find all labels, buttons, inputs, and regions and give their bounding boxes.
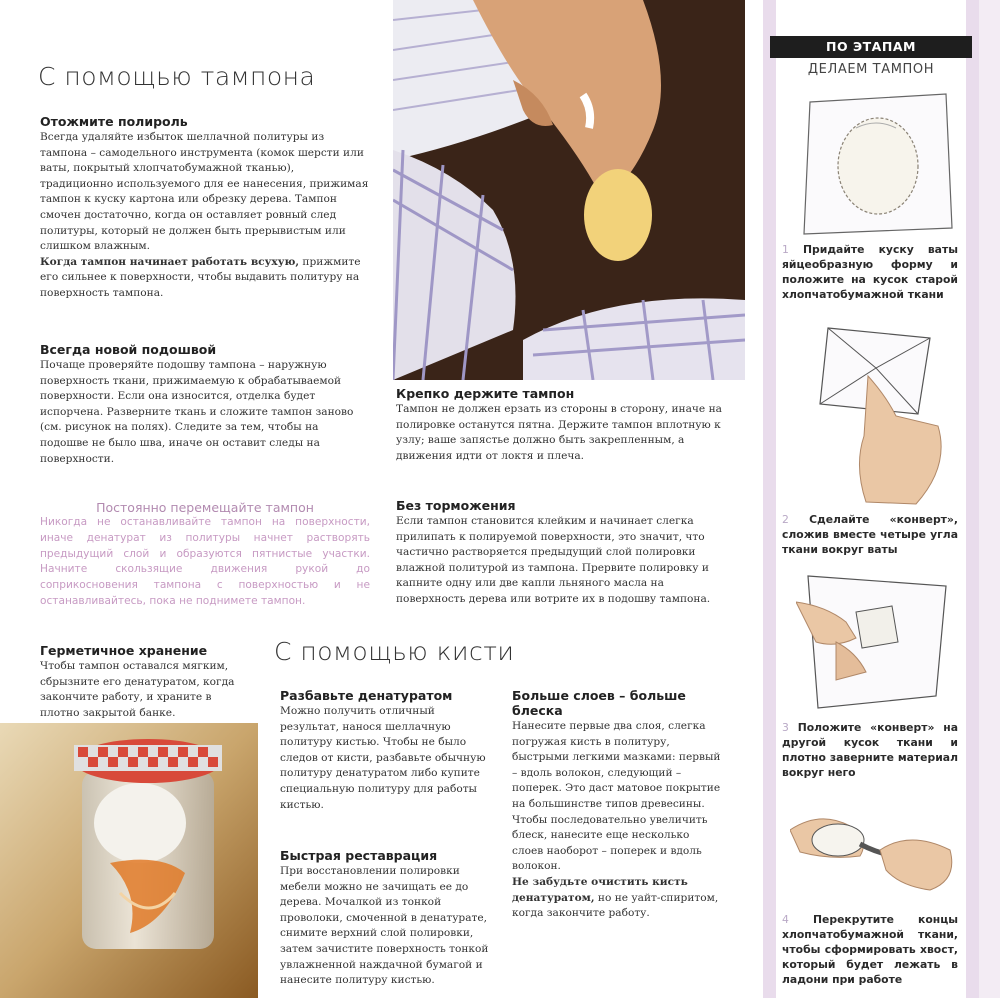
step-3-caption: 3 Положите «конверт» на другой кусок ткани и плотно заверните материал вокруг него [782, 721, 958, 779]
block-quick-restore [280, 848, 496, 989]
step2-illustration [806, 316, 956, 508]
block-text: При восстановлении полировки мебели можно не зачищать ее до дерева. Мочалкой из тонкой проволоки, смоченной в денатурате, снимите верхний слой полировки, затем зачистите поверхность тонкой увлажненной наждачной бумагой и нанесите политуру кистью. [280, 865, 489, 987]
step3-illustration [796, 562, 956, 712]
step4-illustration [790, 790, 960, 910]
block-text: Тампон не должен ерзать из стороны в сторону, иначе на полировке останутся пятна. Держите тампон вплотную к узлу; ваше запястье должно быть закрепленным, а движения идти от локтя и плеча. [396, 403, 722, 462]
tip-title: Постоянно перемещайте тампон [96, 500, 314, 515]
sidebar-subtitle: ДЕЛАЕМ ТАМПОН [807, 62, 935, 77]
block-hold-tampon [396, 386, 726, 464]
block-heading: Крепко держите тампон [396, 386, 575, 401]
hand-tampon-photo [393, 0, 745, 380]
jar-photo [0, 723, 258, 998]
step-badge: ПО ЭТАПАМ [770, 36, 972, 58]
block-no-brakes [396, 498, 726, 608]
step-4-caption: 4 Перекрутите концы хлопчатобумажной ткани, чтобы сформировать хвост, который будет лежать в ладони при работе [782, 913, 958, 986]
block-text: Можно получить отличный результат, нанося шеллачную политуру кистью. Чтобы не было следов от кисти, разбавьте обычную политуру денатуратом либо купите специальную политуру для работы кистью. [280, 705, 486, 811]
block-text: Чтобы тампон оставался мягким, сбрызните его денатуратом, когда закончите работу, и храните в плотно закрытой банке. [40, 660, 235, 719]
block-text: Если тампон становится клейким и начинает слегка прилипать к полируемой поверхности, это значит, что частично растворяется предыдущий слой полировки влажной политурой из тампона. Прервите полировку и капните одну или две капли льняного масла на поверхность дерева или вотрите их в подошву тампона. [396, 515, 711, 605]
tip-text: Никогда не останавливайте тампон на поверхности, иначе денатурат из политуры начнет растворять предыдущий слой и образуются пятнистые участки. Начните скользящие движения рукой до соприкосновения тампона с поверхностью и не останавливайтесь, пока не поднимете тампон. [40, 516, 370, 607]
block-heading: Без торможения [396, 498, 516, 513]
block-heading: Больше слоев – больше блеска [512, 688, 686, 718]
block-text: Всегда удаляйте избыток шеллачной политуры из тампона – самодельного инструмента (комок шерсти или ваты, покрытый хлопчатобумажной тканью), традиционно используемого для ее нанесения, прижимая тампон к куску картона или обрезку дерева. Тампон смочен достаточно, когда он оставляет ровный след политуры, который не должен быть прерывистым или слишком влажным. Когда тампон начинает работать всухую, прижмите его сильнее к поверхности, чтобы выдавить политуру на поверхность тампона. [40, 131, 369, 299]
block-heading: Герметичное хранение [40, 643, 208, 658]
block-heading: Отожмите полироль [40, 114, 188, 129]
brush-section-title: С помощью кисти [274, 637, 515, 666]
block-heading: Всегда новой подошвой [40, 342, 217, 357]
block-squeeze-polish [40, 114, 370, 302]
step1-illustration [796, 88, 956, 238]
block-text: Нанесите первые два слоя, слегка погружая кисть в политуру, быстрыми легкими мазками: первый – вдоль волокон, следующий – поперек. Это даст матовое покрытие на большинстве типов древесины. Чтобы последовательно увеличить блеск, нанесите еще несколько слоев наоборот – поперек и вдоль волокон. Не забудьте очистить кисть денатуратом, но не уайт-спиритом, когда закончите работу. [512, 720, 721, 920]
tip-box [40, 500, 370, 610]
step-1-caption: 1 Придайте куску ваты яйцеобразную форму и положите на кусок старой хлопчатобумажной ткани [782, 243, 958, 301]
block-heading: Разбавьте денатуратом [280, 688, 453, 703]
block-more-layers [512, 688, 724, 922]
block-text: Почаще проверяйте подошву тампона – наружную поверхность ткани, прижимаемую к обрабатываемой поверхности. Если она износится, отделка будет испорчена. Разверните ткань и сложите тампон заново (см. рисунок на полях). Следите за тем, чтобы на подошве не было шва, иначе он оставит следы на поверхности. [40, 359, 354, 465]
step-2-caption: 2 Сделайте «конверт», сложив вместе четыре угла ткани вокруг ваты [782, 513, 959, 556]
sidebar-edge-stripe [979, 0, 1000, 998]
tampon-section-title: С помощью тампона [38, 62, 316, 91]
block-heading: Быстрая реставрация [280, 848, 438, 863]
block-new-sole [40, 342, 370, 467]
block-storage [40, 643, 245, 721]
block-dilute [280, 688, 496, 813]
